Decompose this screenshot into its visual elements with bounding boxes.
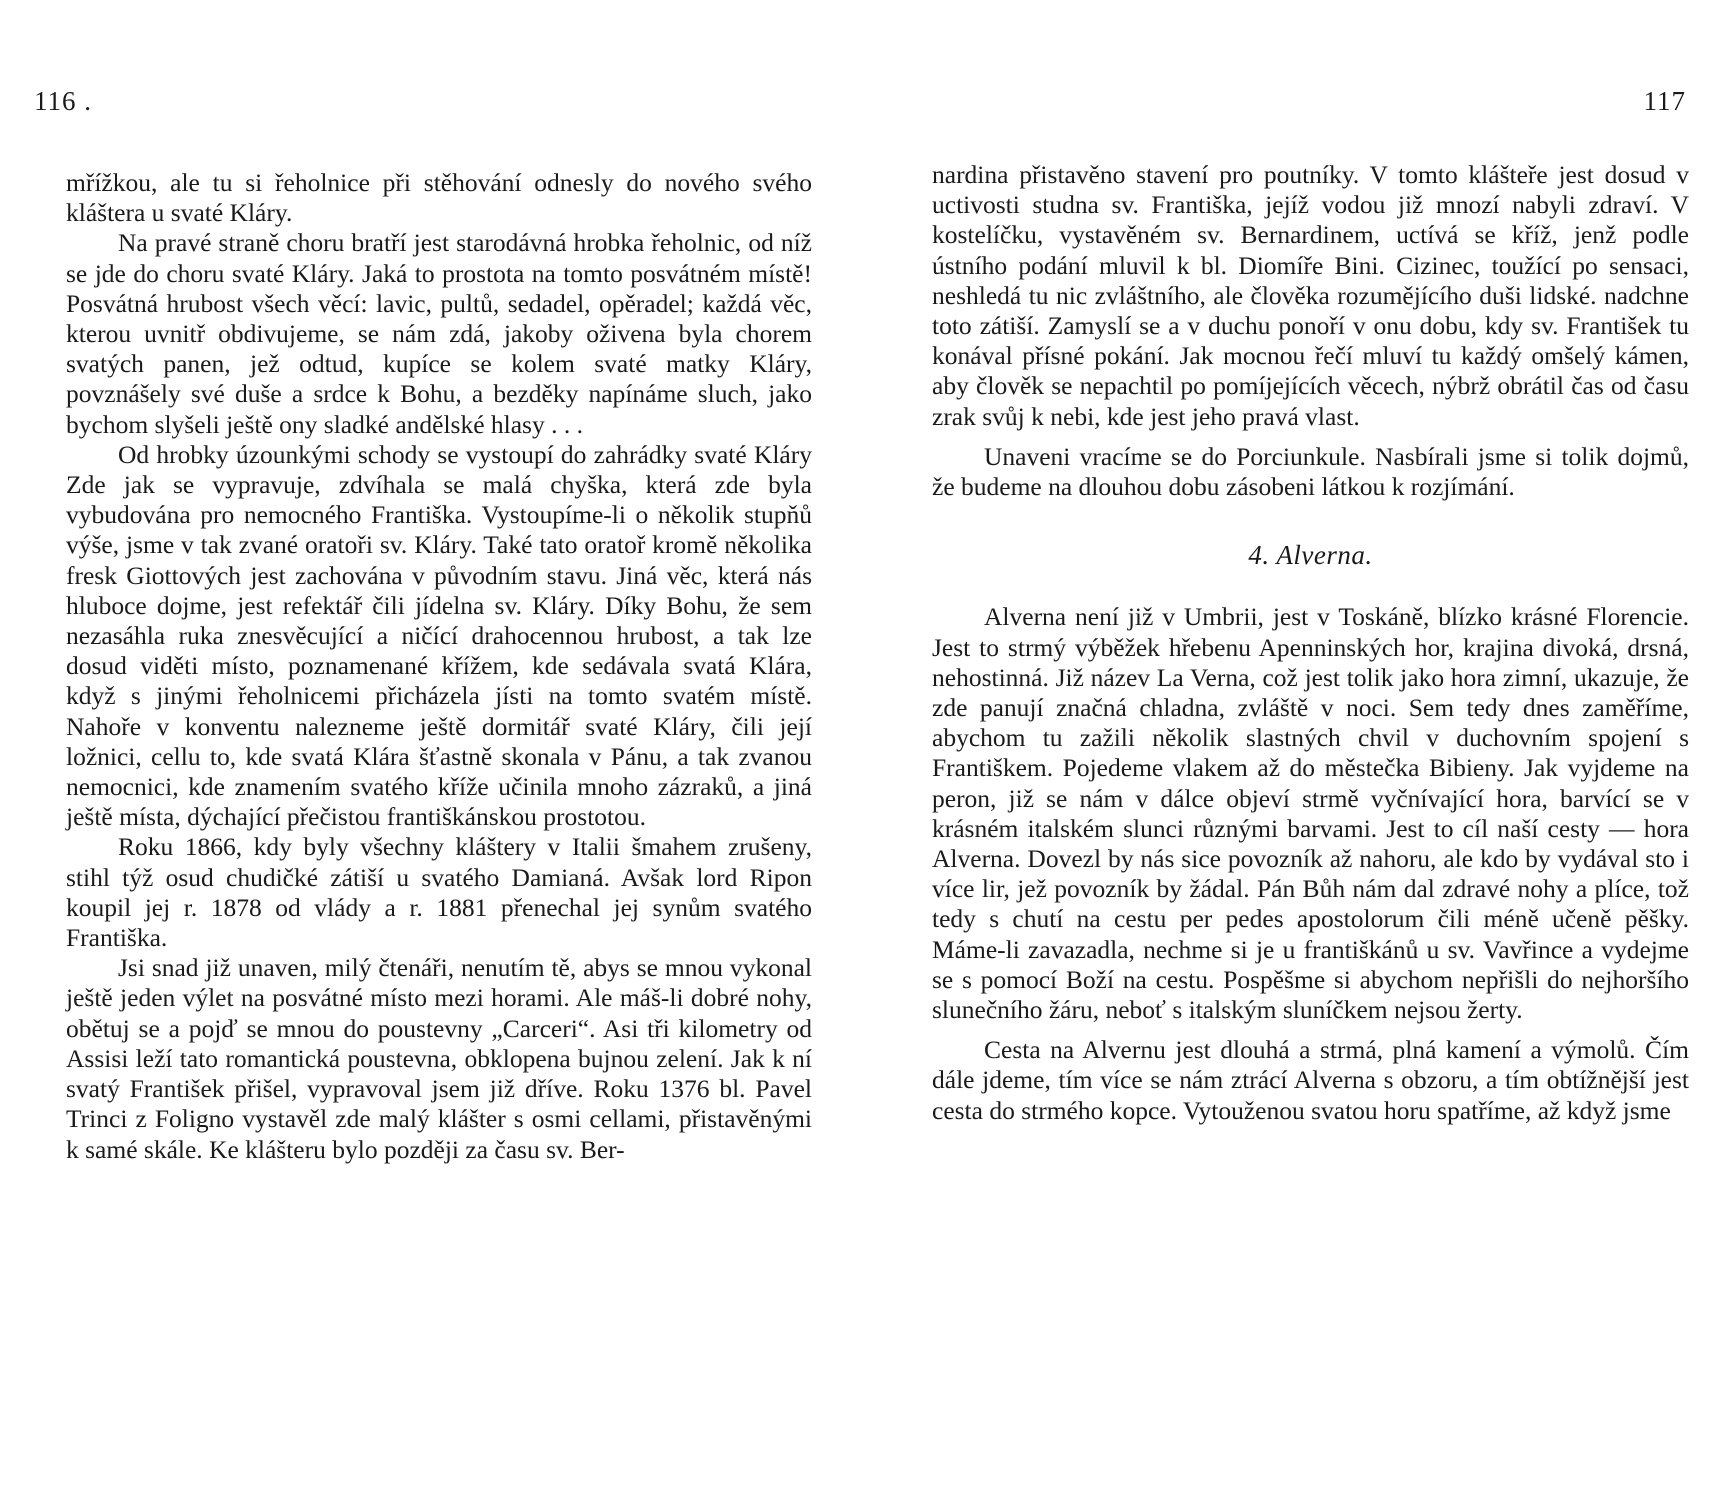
paragraph: Alverna není již v Umbrii, jest v Toskáně, blízko krásné Florencie. Jest to strmý výběžek hřebenu Apenninských hor, krajina divoká, drsná, nehostinná. Již název La Verna, což jest tolik jako hora zimní, ukazuje, že zde panují značná chladna, zvláště v noci. Sem tedy dnes zaměříme, abychom tu zažili několik slastných chvil v duchovním spojení s Františkem. Pojedeme vlakem až do městečka Bibieny. Jak vyjdeme na peron, již se nám v dálce objeví strmě vyčnívající hora, barvící se v krásném italském slunci různými barvami. Jest to cíl naší cesty — hora Alverna. Dovezl by nás sice povozník až nahoru, ale kdo by vydával sto i více lir, jež povozník by žádal. Pán Bůh nám dal zdravé nohy a plíce, tož tedy s chutí na cestu per pedes apostolorum čili méně učeně pěšky. Máme-li zavazadla, nechme si je u františkánů u sv. Vavřince a vydejme se s pomocí Boží na cestu. Pospěšme si abychom nepřišli do nejhoršího slunečního žáru, neboť s italským sluníčkem nejsou žerty. <box>932 602 1689 1025</box>
paragraph: nardina přistavěno stavení pro poutníky. V tomto klášteře jest dosud v uctivosti studna sv. Františka, jejíž vodou již mnozí nabyli zdraví. V kostelíčku, vystavěném sv. Bernardinem, uctívá se kříž, jenž podle ústního podání mluvil k bl. Diomíře Bini. Cizinec, toužící po sensaci, neshledá tu nic zvláštního, ale člověka rozumějícího duši lidské. nadchne toto zátiší. Zamyslí se a v duchu ponoří v onu dobu, kdy sv. František tu konával přísné pokání. Jak mocnou řečí mluví tu každý omšelý kámen, aby člověk se nepachtil po pomíjejících věcech, nýbrž obrátil čas od času zrak svůj k nebi, kde jest jeho pravá vlast. <box>932 160 1689 431</box>
page-number-left: 116 . <box>34 86 92 116</box>
right-page-text <box>932 160 1689 1126</box>
section-heading: 4. Alverna. <box>1248 540 1373 571</box>
paragraph: Cesta na Alvernu jest dlouhá a strmá, plná kamení a výmolů. Čím dále jdeme, tím více se nám ztrácí Alverna s obzoru, a tím obtížnější jest cesta do strmého kopce. Vytouženou svatou horu spatříme, až když jsme <box>932 1035 1689 1125</box>
paragraph: Na pravé straně choru bratří jest starodávná hrobka řeholnic, od níž se jde do choru svaté Kláry. Jaká to prostota na tomto posvátném místě! Posvátná hrubost všech věcí: lavic, pultů, sedadel, opěradel; každá věc, kterou uvnitř obdivujeme, se nám zdá, jakoby oživena byla chorem svatých panen, jež odtud, kupíce se kolem svaté matky Kláry, povznášely své duše a srdce k Bohu, a bezděky napínáme sluch, jako bychom slyšeli ještě ony sladké andělské hlasy . . . <box>66 228 812 439</box>
left-page-text <box>66 168 812 1165</box>
paragraph: Od hrobky úzounkými schody se vystoupí do zahrádky svaté Kláry Zde jak se vypravuje, zdvíhala se malá chyška, která zde byla vybudována pro nemocného Františka. Vystoupíme-li o několik stupňů výše, jsme v tak zvané oratoři sv. Kláry. Také tato oratoř kromě několika fresk Giottových jest zachována v původním stavu. Jiná věc, která nás hluboce dojme, jest refektář čili jídelna sv. Kláry. Díky Bohu, že sem nezasáhla ruka znesvěcující a ničící drahocennou hrubost, a tak lze dosud viděti místo, poznamenané křížem, kde sedávala svatá Klára, když s jinými řeholnicemi přicházela jísti na tomto svatém místě. Nahoře v konventu nalezneme ještě dormitář svaté Kláry, čili její ložnici, cellu to, kde svatá Klára šťastně skonala v Pánu, a tak zvanou nemocnici, kde znamením svatého kříže učinila mnoho zázraků, a jiná ještě místa, dýchající přečistou františkánskou prostotou. <box>66 439 812 832</box>
paragraph: mřížkou, ale tu si řeholnice při stěhování odnesly do nového svého kláštera u svaté Kláry. <box>66 168 812 228</box>
paragraph: Unaveni vracíme se do Porciunkule. Nasbírali jsme si tolik dojmů, že budeme na dlouhou dobu zásobeni látkou k rozjímání. <box>932 441 1689 502</box>
paragraph: Jsi snad již unaven, milý čtenáři, nenutím tě, abys se mnou vykonal ještě jeden výlet na posvátné místo mezi horami. Ale máš-li dobré nohy, obětuj se a pojď se mnou do poustevny „Carceri“. Asi tři kilometry od Assisi leží tato romantická poustevna, obklopena bujnou zelení. Jak k ní svatý František přišel, vypravoval jsem již dříve. Roku 1376 bl. Pavel Trinci z Foligno vystavěl zde malý klášter s osmi cellami, přistavěnými k samé skále. Ke klášteru bylo později za času sv. Ber- <box>66 953 812 1164</box>
paragraph: Roku 1866, kdy byly všechny kláštery v Italii šmahem zrušeny, stihl týž osud chudičké zátiší u svatého Damianá. Avšak lord Ripon koupil jej r. 1878 od vlády a r. 1881 přenechal jej synům svatého Františka. <box>66 832 812 953</box>
page-number-right: 117 <box>1643 86 1686 116</box>
right-page <box>867 0 1734 1500</box>
